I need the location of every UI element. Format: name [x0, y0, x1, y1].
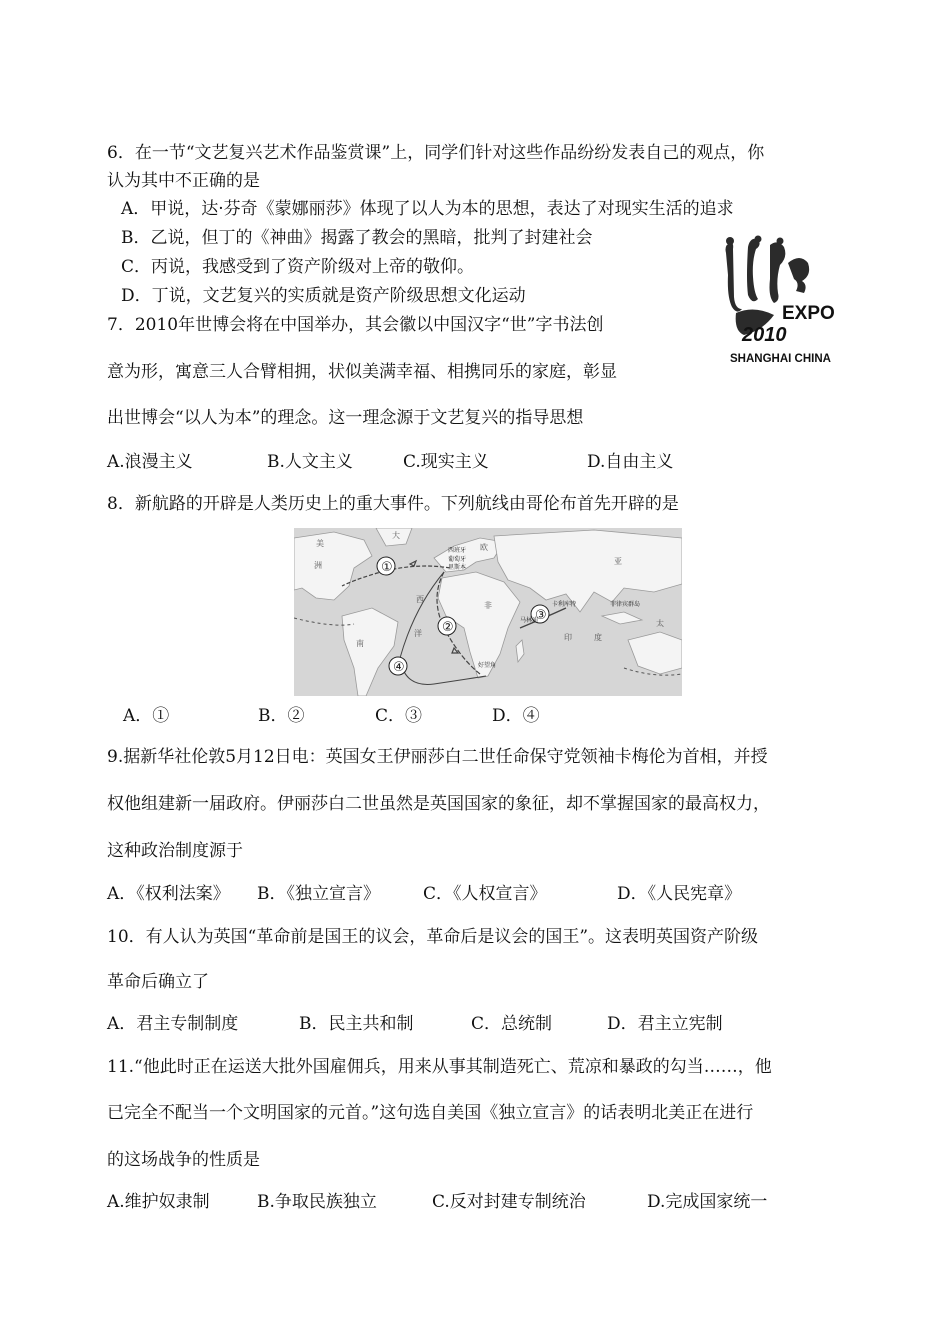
q11-option-c: C.反对封建专制统治 — [432, 1192, 586, 1212]
q7-option-b: B.人文主义 — [267, 452, 353, 472]
q8-option-d: D．④ — [492, 706, 540, 726]
q7-option-a: A.浪漫主义 — [107, 452, 193, 472]
q10-option-b: B．民主共和制 — [299, 1014, 414, 1034]
q10-option-c: C．总统制 — [471, 1014, 553, 1034]
q8-stem: 8．新航路的开辟是人类历史上的重大事件。下列航线由哥伦布首先开辟的是 — [107, 494, 679, 514]
q11-option-b: B.争取民族独立 — [257, 1192, 377, 1212]
map-label-lisbon: 里斯本 — [448, 564, 467, 571]
q10-stem-line2: 革命后确立了 — [107, 972, 209, 992]
q7-option-d: D.自由主义 — [587, 452, 674, 472]
q7-stem-line2: 意为形，寓意三人合臂相拥，状似美满幸福、相携同乐的家庭，彰显 — [107, 362, 617, 382]
q11-option-a: A.维护奴隶制 — [107, 1192, 210, 1212]
map-word-yin: 印 — [564, 633, 572, 642]
map-label-portugal: 葡萄牙 — [448, 556, 467, 563]
q9-option-c: C．《人权宣言》 — [423, 884, 547, 904]
map-label-spain: 西班牙 — [448, 547, 467, 554]
q6-option-c: C．丙说，我感受到了资产阶级对上帝的敬仰。 — [121, 257, 475, 277]
q10-option-d: D．君主立宪制 — [607, 1014, 723, 1034]
map-word-tai: 太 — [656, 619, 664, 628]
q11-stem-line2: 已完全不配当一个文明国家的元首。”这句选自美国《独立宣言》的话表明北美正在进行 — [107, 1103, 754, 1123]
q9-stem-line3: 这种政治制度源于 — [107, 841, 243, 861]
q8-option-a: A．① — [123, 706, 170, 726]
new-sea-routes-map — [294, 528, 682, 696]
expo-logo-place: SHANGHAI CHINA — [730, 353, 831, 365]
marker-2-label: ② — [442, 620, 454, 635]
q9-option-a: A．《权利法案》 — [107, 884, 230, 904]
map-label-moluccas: 菲律宾群岛 — [610, 601, 641, 608]
q7-option-c: C.现实主义 — [403, 452, 489, 472]
q11-stem-line3: 的这场战争的性质是 — [107, 1150, 260, 1170]
marker-4-label: ④ — [393, 660, 405, 675]
q6-option-d: D．丁说，文艺复兴的实质就是资产阶级思想文化运动 — [121, 286, 526, 306]
map-word-fei: 非 — [484, 601, 492, 610]
map-word-xi: 西 — [416, 595, 424, 604]
map-word-yang: 洋 — [414, 629, 422, 638]
q10-option-a: A．君主专制制度 — [107, 1014, 239, 1034]
q11-stem-line1: 11.“他此时正在运送大批外国雇佣兵，用来从事其制造死亡、荒凉和暴政的勾当……，他 — [107, 1057, 772, 1077]
map-word-da: 大 — [392, 531, 400, 540]
q6-stem-line1: 6．在一节“文艺复兴艺术作品鉴赏课”上，同学们针对这些作品纷纷发表自己的观点，你 — [107, 143, 765, 163]
map-label-malindi: 马林迪 — [520, 617, 539, 624]
map-word-zhou: 洲 — [314, 561, 322, 570]
marker-3-label: ③ — [535, 608, 547, 623]
q6-option-a: A．甲说，达·芬奇《蒙娜丽莎》体现了以人为本的思想，表达了对现实生活的追求 — [121, 199, 734, 219]
map-label-calicut: 卡利库特 — [552, 601, 577, 608]
map-word-du: 度 — [594, 633, 602, 642]
q6-stem-line2: 认为其中不正确的是 — [107, 171, 260, 191]
marker-1-label: ① — [381, 560, 393, 575]
q7-stem-line1: 7．2010年世博会将在中国举办，其会徽以中国汉字“世”字书法创 — [107, 315, 604, 335]
q10-stem-line1: 10．有人认为英国“革命前是国王的议会，革命后是议会的国王”。这表明英国资产阶级 — [107, 927, 759, 947]
q8-option-c: C．③ — [375, 706, 423, 726]
expo-logo-year: 2010 — [742, 324, 787, 346]
q8-option-b: B．② — [258, 706, 305, 726]
map-word-mei: 美 — [316, 539, 324, 548]
q7-stem-line3: 出世博会“以人为本”的理念。这一理念源于文艺复兴的指导思想 — [107, 408, 584, 428]
map-word-nan: 南 — [356, 639, 364, 648]
map-label-cape: 好望角 — [478, 662, 497, 669]
q9-option-d: D．《人民宪章》 — [617, 884, 742, 904]
q11-option-d: D.完成国家统一 — [647, 1192, 768, 1212]
map-word-ou: 欧 — [480, 543, 488, 552]
q9-stem-line2: 权他组建新一届政府。伊丽莎白二世虽然是英国国家的象征，却不掌握国家的最高权力， — [107, 794, 770, 814]
q9-stem-line1: 9.据新华社伦敦5月12日电：英国女王伊丽莎白二世任命保守党领袖卡梅伦为首相，并授 — [107, 747, 768, 767]
q9-option-b: B．《独立宣言》 — [257, 884, 380, 904]
expo-2010-logo — [722, 235, 842, 370]
map-word-ya: 亚 — [614, 557, 622, 566]
expo-logo-word: EXPO — [782, 303, 835, 324]
q6-option-b: B．乙说，但丁的《神曲》揭露了教会的黑暗，批判了封建社会 — [121, 228, 593, 248]
